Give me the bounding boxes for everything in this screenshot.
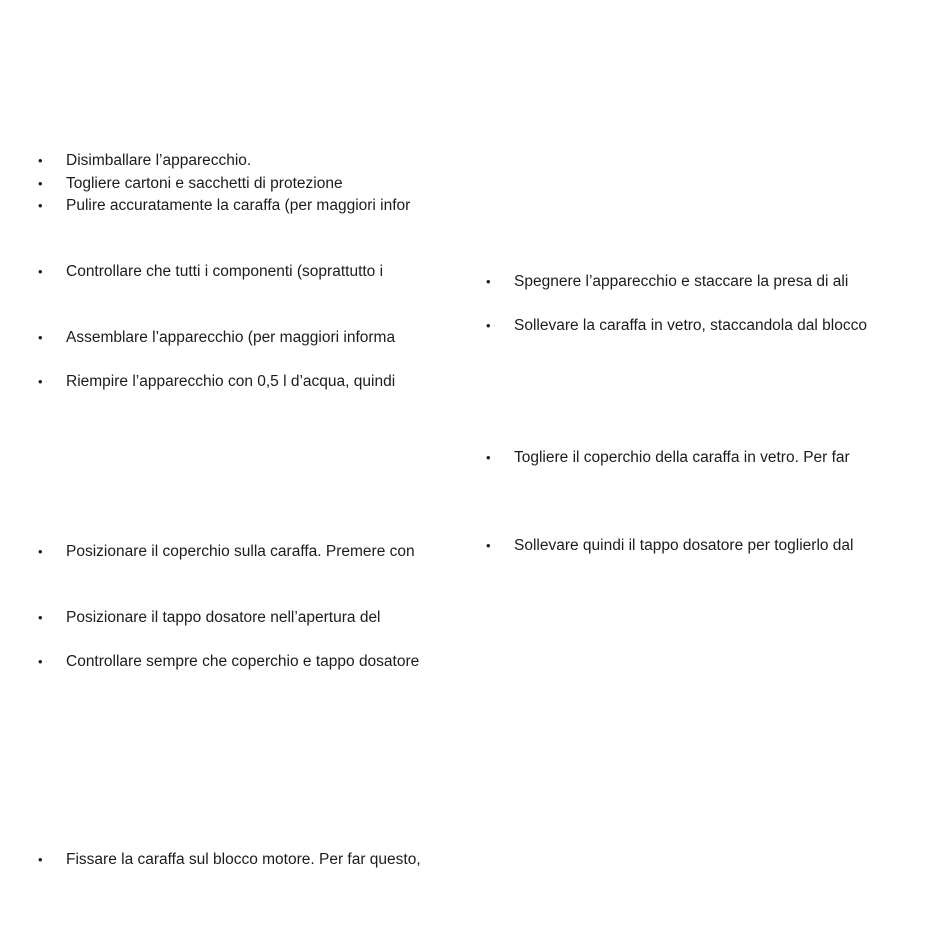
bullet: • <box>38 610 43 625</box>
bullet: • <box>38 374 43 389</box>
list-item-text: Sollevare quindi il tappo dosatore per toglierlo dal <box>514 537 854 554</box>
bullet: • <box>38 544 43 559</box>
list-item-text: Sollevare la caraffa in vetro, staccandola dal blocco <box>514 317 867 334</box>
list-item-text: Posizionare il tappo dosatore nell’apertura del <box>66 609 381 626</box>
bullet: • <box>486 538 491 553</box>
list-item-text: Riempire l’apparecchio con 0,5 l d’acqua, quindi <box>66 373 396 390</box>
bullet: • <box>38 330 43 345</box>
list-item-text: Posizionare il coperchio sulla caraffa. Premere con <box>66 543 415 560</box>
list-item-text: Togliere cartoni e sacchetti di protezione <box>66 175 343 192</box>
bullet: • <box>38 264 43 279</box>
list-item-text: Fissare la caraffa sul blocco motore. Per far questo, <box>66 851 421 868</box>
list-item-text: Spegnere l’apparecchio e staccare la presa di ali <box>514 273 849 290</box>
bullet: • <box>38 852 43 867</box>
list-item-text: Togliere il coperchio della caraffa in vetro. Per far <box>514 449 850 466</box>
list-item-text: Disimballare l’apparecchio. <box>66 152 252 169</box>
list-item-text: Pulire accuratamente la caraffa (per maggiori infor <box>66 197 411 214</box>
list-item-text: Controllare che tutti i componenti (soprattutto i <box>66 263 384 280</box>
bullet: • <box>38 654 43 669</box>
bullet: • <box>486 318 491 333</box>
list-item-text: Controllare sempre che coperchio e tappo dosatore <box>66 653 420 670</box>
bullet: • <box>38 153 43 168</box>
bullet: • <box>486 274 491 289</box>
list-item-text: Assemblare l’apparecchio (per maggiori informa <box>66 329 396 346</box>
bullet: • <box>486 450 491 465</box>
bullet: • <box>38 198 43 213</box>
bullet: • <box>38 176 43 191</box>
